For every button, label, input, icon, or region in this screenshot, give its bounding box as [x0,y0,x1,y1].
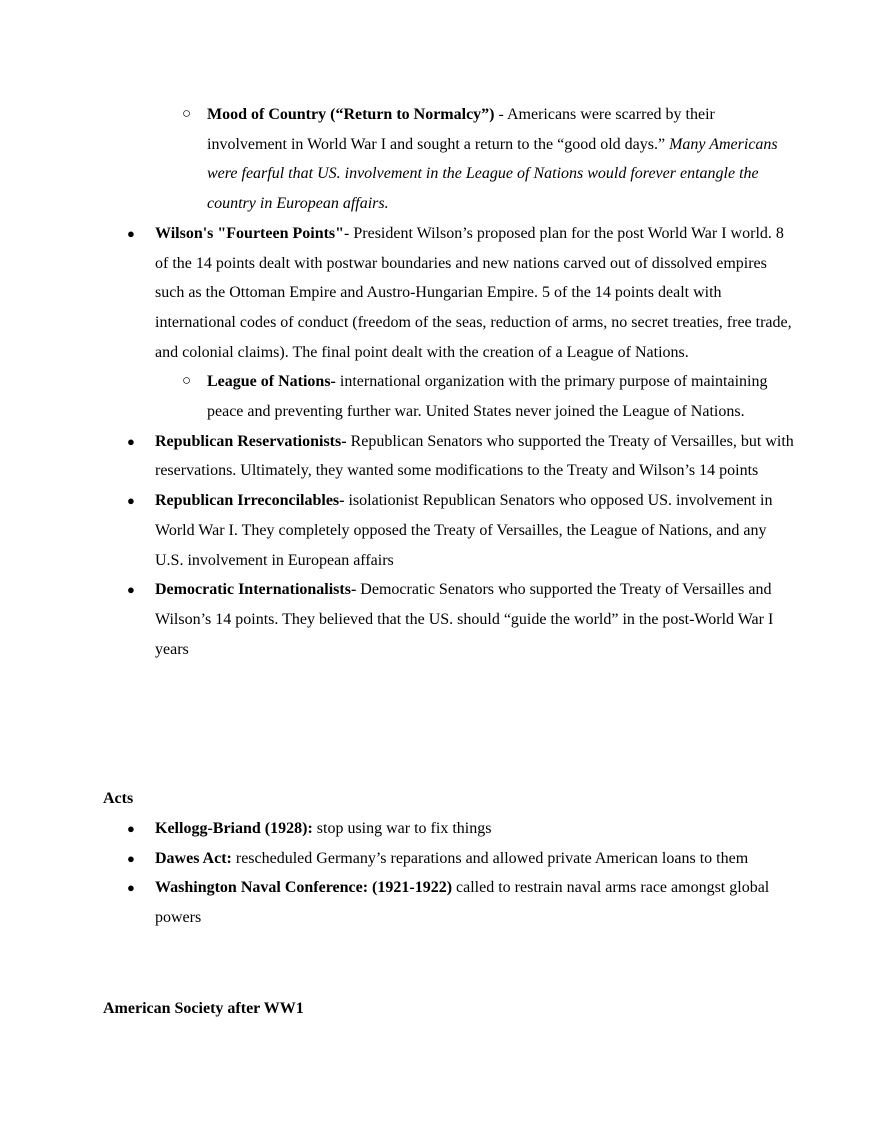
list-item-republican-irreconcilables [127,486,795,575]
term-description: Republican Senators who supported the Treaty of Versailles, but with reservations. Ultimately, they wanted some modifications to the Treaty and Wilson’s 14 points [155,432,794,480]
term-italic-note: Many Americans were fearful that US. involvement in the League of Nations would forever entangle the country in European affairs. [207,135,778,213]
term-label: Mood of Country (“Return to Normalcy”) [207,106,495,123]
list-item-kellogg-briand [127,814,795,844]
solid-bullet-icon: ● [127,821,135,836]
term-description: rescheduled Germany’s reparations and allowed private American loans to them [231,849,749,867]
term-description: - Americans were scarred by their involvement in World War I and sought a return to the “good old days.” [207,106,715,153]
list-item-dawes-act [127,844,795,874]
solid-bullet-icon: ● [127,880,135,896]
treaty-section [0,100,880,664]
term-description: isolationist Republican Senators who opposed US. involvement in World War I. They completely opposed the Treaty of Versailles, the League of Nations, and any U.S. involvement in European affairs [155,492,773,569]
term-description: stop using war to fix things [312,820,492,837]
list-item-democratic-internationalists [127,575,795,664]
term-label: Kellogg-Briand (1928): [155,820,313,837]
list-item-fourteen-points [127,219,795,368]
treaty-terms-list [0,100,880,664]
term-description: Democratic Senators who supported the Treaty of Versailles and Wilson’s 14 points. They believed that the US. should “guide the world” in the post-World War I years [155,581,774,658]
solid-bullet-icon: ● [127,493,135,509]
hollow-bullet-icon: ○ [182,373,192,390]
acts-section [0,814,880,933]
section-heading-acts: Acts [103,790,134,807]
term-label: Wilson's "Fourteen Points" [155,224,345,242]
list-item-republican-reservationists [127,427,795,486]
section-heading-american-society: American Society after WW1 [103,1000,304,1017]
acts-list [0,814,880,933]
hollow-bullet-icon: ○ [182,106,192,122]
term-label: League of Nations- [207,373,336,391]
solid-bullet-icon: ● [127,850,135,866]
list-item-washington-naval-conference [127,873,795,932]
list-item-mood-of-country [182,100,787,219]
term-label: Democratic Internationalists- [155,581,357,599]
solid-bullet-icon: ● [127,582,135,598]
term-description: called to restrain naval arms race amongst global powers [155,879,770,927]
term-description: international organization with the primary purpose of maintaining peace and preventing further war. United States never joined the League of Nations. [207,373,768,421]
solid-bullet-icon: ● [127,433,135,449]
term-label: Washington Naval Conference: (1921-1922) [155,879,453,897]
term-description: - President Wilson’s proposed plan for the post World War I world. 8 of the 14 points dealt with postwar boundaries and new nations carved out of dissolved empires such as the Ottoman Empire and Austro-Hungarian Empire. 5 of the 14 points dealt with international codes of conduct (freedom of the seas, reduction of arms, no secret treaties, free trade, and colonial claims). The final point dealt with the creation of a League of Nations. [155,224,792,361]
list-item-league-of-nations [182,367,787,426]
term-label: Republican Reservationists- [155,432,347,450]
solid-bullet-icon: ● [127,225,135,241]
term-label: Dawes Act: [155,849,232,867]
term-label: Republican Irreconcilables- [155,492,345,510]
